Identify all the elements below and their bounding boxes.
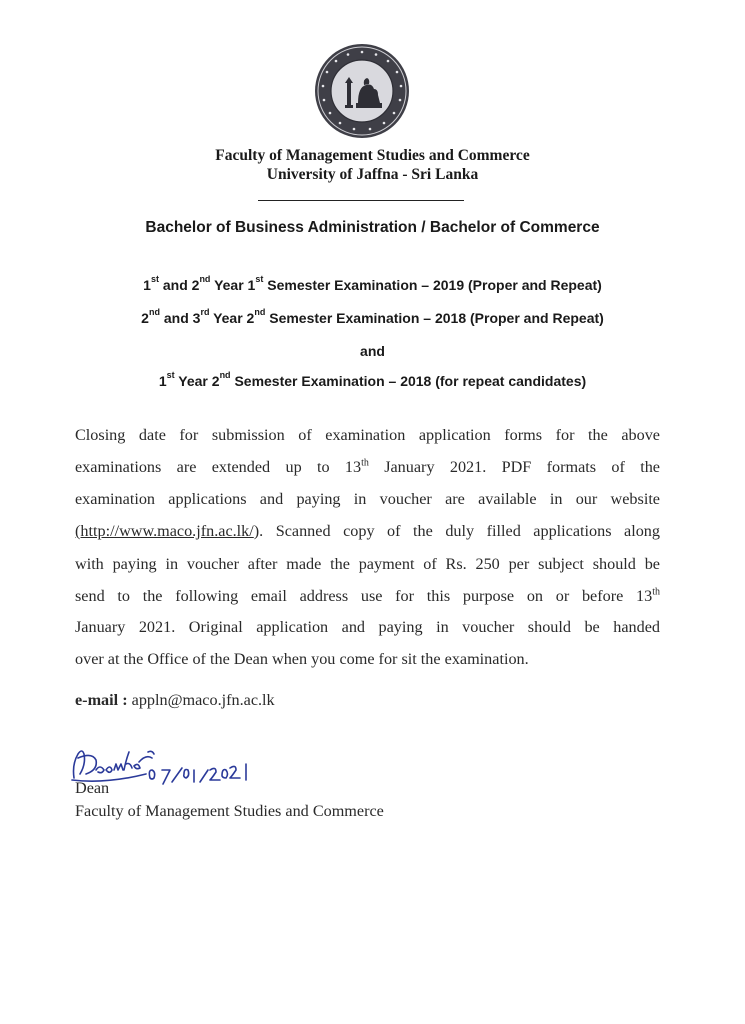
exam-line-1: 1st and 2nd Year 1st Semester Examination – 2019 (Proper and Repeat) — [143, 274, 602, 293]
exam-line-2: 2nd and 3rd Year 2nd Semester Examination – 2018 (Proper and Repeat) — [141, 307, 604, 326]
website-link[interactable]: (http://www.maco.jfn.ac.lk/ — [75, 522, 254, 540]
contact-email — [75, 691, 275, 710]
email-address[interactable]: appln@maco.jfn.ac.lk — [127, 691, 275, 709]
notice-line: examinations are extended up to 13th January 2021. PDF formats of the — [75, 457, 660, 476]
faculty-heading: Faculty of Management Studies and Commerce — [215, 147, 530, 164]
degree-title: Bachelor of Business Administration / Bachelor of Commerce — [145, 219, 600, 236]
university-heading: University of Jaffna - Sri Lanka — [266, 166, 479, 183]
notice-line: send to the following email address use for this purpose on or before 13th — [75, 586, 660, 605]
exam-line-3: 1st Year 2nd Semester Examination – 2018 (for repeat candidates) — [158, 370, 587, 389]
university-seal-logo — [314, 43, 410, 139]
header-divider — [258, 200, 464, 201]
email-label: e-mail : — [75, 691, 128, 709]
notice-line: with paying in voucher after made the payment of Rs. 250 per subject should be — [75, 555, 660, 573]
notice-line: examination applications and paying in voucher are available in our website — [75, 490, 660, 508]
notice-line: (http://www.maco.jfn.ac.lk/). Scanned copy of the duly filled applications along — [75, 522, 660, 540]
signatory-title: Dean — [75, 779, 110, 797]
exam-connector-and: and — [360, 343, 385, 359]
notice-line: over at the Office of the Dean when you come for sit the examination. — [75, 650, 529, 668]
notice-line: January 2021. Original application and paying in voucher should be handed — [75, 618, 660, 636]
notice-line: Closing date for submission of examination application forms for the above — [75, 426, 660, 444]
signatory-faculty: Faculty of Management Studies and Commerce — [75, 802, 384, 820]
